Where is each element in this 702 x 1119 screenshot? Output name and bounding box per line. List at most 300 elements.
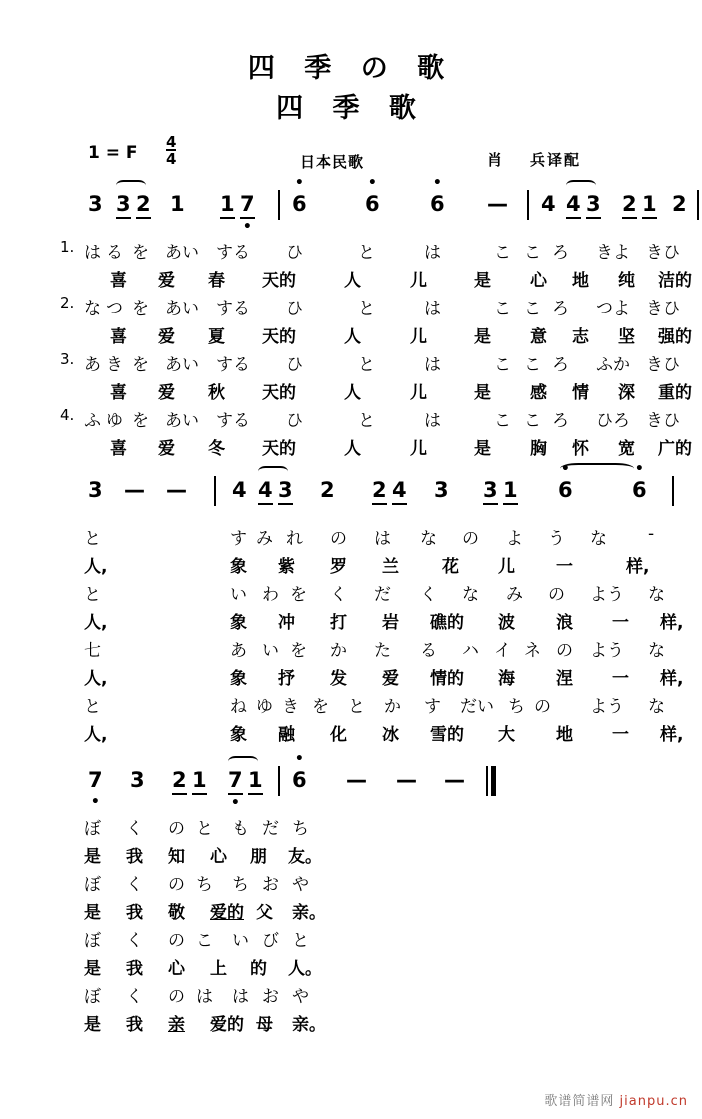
lyric-cell: の [330, 529, 347, 549]
note: 1 [192, 768, 207, 795]
lyric-cell: 上 [210, 959, 227, 979]
lyric-line [0, 954, 702, 982]
lyric-cell: は [84, 243, 101, 263]
barline [527, 190, 529, 220]
lyric-cell: 发 [330, 669, 347, 689]
lyric-cell: な [648, 585, 665, 605]
lyric-cell: は [424, 355, 441, 375]
lyric-cell: 人 [344, 383, 361, 403]
lyric-cell: きひ [646, 243, 680, 263]
lyric-line [0, 266, 702, 294]
lyric-line [0, 434, 702, 462]
lyric-line [0, 552, 702, 580]
note: — [444, 768, 465, 792]
lyric-cell: 儿 [410, 439, 427, 459]
lyric-cell: は [424, 411, 441, 431]
lyric-line [0, 692, 702, 720]
lyric-cell: の [462, 529, 479, 549]
note: 1 [220, 192, 235, 219]
lyric-cell: た [374, 641, 391, 661]
lyric-line [0, 636, 702, 664]
lyric-cell: 人。 [288, 959, 322, 979]
lyric-cell: 强的 [658, 327, 692, 347]
note: — [124, 478, 145, 502]
lyric-cell: 爱的 [210, 903, 244, 923]
lyric-cell: こ [494, 299, 511, 319]
lyric-line [0, 898, 702, 926]
lyric-cell: ふ [84, 411, 101, 431]
lyric-line [0, 870, 702, 898]
lyric-cell: 大 [498, 725, 515, 745]
lyric-cell: 知 [168, 847, 185, 867]
lyric-cell: 人 [344, 327, 361, 347]
lyric-cell: 爱 [158, 383, 175, 403]
lyric-cell: く [126, 819, 143, 839]
lyric-cell: な [648, 641, 665, 661]
lyric-cell: と [84, 585, 101, 605]
lyric-cell: 礁的 [430, 613, 464, 633]
lyric-line [0, 238, 702, 266]
lyric-cell: 是 [474, 439, 491, 459]
lyric-line [0, 982, 702, 1010]
slur-mark [228, 756, 258, 767]
lyric-cell: 天的 [262, 383, 296, 403]
music-system-1 [0, 192, 702, 462]
lyric-cell: 紫 [278, 557, 295, 577]
lyric-cell: は [374, 529, 391, 549]
lyric-cell: 心 [168, 959, 185, 979]
lyric-cell: 象 [230, 725, 247, 745]
note: • 6 [292, 192, 307, 216]
lyric-line [0, 664, 702, 692]
note: 2 [372, 478, 387, 505]
lyric-cell: 我 [126, 903, 143, 923]
lyric-cell: や [292, 875, 309, 895]
lyric-cell: の [556, 641, 573, 661]
lyric-cell: お [262, 875, 279, 895]
arranger-role: 兵译配 [530, 151, 582, 169]
lyric-cell: 天的 [262, 327, 296, 347]
lyric-cell: ち [292, 819, 309, 839]
lyric-line [0, 608, 702, 636]
lyric-cell: ち [508, 697, 525, 717]
lyric-cell: 我 [126, 959, 143, 979]
notation-row-1 [0, 192, 702, 232]
note: 3 [586, 192, 601, 219]
lyric-cell: だ [374, 585, 391, 605]
lyric-cell: と [358, 355, 375, 375]
lyric-cell: ね [230, 697, 247, 717]
lyric-cell: 爱 [158, 271, 175, 291]
lyric-cell: く [330, 585, 347, 605]
lyric-cell: きひ [646, 299, 680, 319]
lyric-cell: 重的 [658, 383, 692, 403]
watermark-text: 歌谱简谱网 [544, 1094, 615, 1109]
lyric-cell: を [132, 355, 149, 375]
lyric-line [0, 926, 702, 954]
lyric-cell: を [290, 641, 307, 661]
lyric-cell: 冲 [278, 613, 295, 633]
lyric-cell: 我 [126, 1015, 143, 1035]
lyric-cell: 是 [84, 1015, 101, 1035]
lyric-cell: か [384, 697, 401, 717]
lyric-cell: の [168, 987, 185, 1007]
lyric-cell: の [168, 819, 185, 839]
note: • 6 [430, 192, 445, 216]
lyric-cell: 母 [256, 1015, 273, 1035]
lyric-cell: と [292, 931, 309, 951]
lyric-cell: を [132, 299, 149, 319]
note: 3 [130, 768, 145, 792]
barline [214, 476, 216, 506]
lyric-cell: こ [494, 355, 511, 375]
note: 7 • [240, 192, 255, 219]
lyric-cell: 心 [210, 847, 227, 867]
lyric-cell: よう [590, 585, 624, 605]
lyric-cell: あい [165, 411, 199, 431]
lyric-cell: 是 [84, 847, 101, 867]
lyric-cell: 纯 [618, 271, 635, 291]
slur-mark [560, 463, 634, 474]
lyric-cell: 冬 [208, 439, 225, 459]
lyric-cell: 样, [660, 725, 684, 745]
note: • 6 [365, 192, 380, 216]
lyric-cell: 是 [474, 327, 491, 347]
lyric-cell: な [84, 299, 101, 319]
lyric-cell: も [232, 819, 249, 839]
lyric-cell: の [168, 875, 185, 895]
lyric-cell: する [216, 243, 250, 263]
lyric-cell: 象 [230, 557, 247, 577]
lyric-cell: だ [262, 819, 279, 839]
lyric-cell: み [256, 529, 273, 549]
lyric-cell: あい [165, 299, 199, 319]
lyric-cell: 友。 [288, 847, 322, 867]
lyric-cell: 一 [556, 557, 573, 577]
lyric-cell: ぼ [84, 819, 101, 839]
lyric-cell: ひ [286, 243, 303, 263]
lyric-cell: は [196, 987, 213, 1007]
lyric-cell: れ [286, 529, 303, 549]
lyric-cell: と [348, 697, 365, 717]
lyric-cell: ぼ [84, 875, 101, 895]
lyric-cell: 亲 [168, 1015, 185, 1035]
lyric-line [0, 294, 702, 322]
lyric-cell: 七 [84, 641, 101, 661]
barline [278, 766, 280, 796]
lyric-cell: や [292, 987, 309, 1007]
lyric-cell: きひ [646, 355, 680, 375]
lyric-cell: 抒 [278, 669, 295, 689]
lyric-cell: - [648, 524, 655, 544]
lyric-cell: 亲。 [292, 1015, 326, 1035]
lyric-cell: 罗 [330, 557, 347, 577]
lyric-cell: 朋 [250, 847, 267, 867]
lyric-cell: な [648, 697, 665, 717]
lyric-cell: 化 [330, 725, 347, 745]
lyric-cell: 地 [572, 271, 589, 291]
lyric-cell: く [126, 875, 143, 895]
lyric-cell: な [462, 585, 479, 605]
lyric-cell: 象 [230, 613, 247, 633]
lyric-cell: ろ [552, 411, 569, 431]
lyric-cell: う [548, 529, 565, 549]
lyric-cell: 意 [530, 327, 547, 347]
lyric-line [0, 720, 702, 748]
lyric-cell: 天的 [262, 271, 296, 291]
lyric-cell: 爱的 [210, 1015, 244, 1035]
lyric-cell: きひ [646, 411, 680, 431]
lyric-line [0, 378, 702, 406]
lyric-cell: つ [106, 299, 123, 319]
lyric-cell: こ [524, 411, 541, 431]
lyric-cell: 感 [530, 383, 547, 403]
lyric-cell: 人, [84, 613, 108, 633]
lyric-cell: 天的 [262, 439, 296, 459]
lyric-cell: あ [84, 355, 101, 375]
lyric-cell: の [548, 585, 565, 605]
lyric-cell: を [132, 411, 149, 431]
lyric-cell: 样, [660, 613, 684, 633]
lyric-cell: 喜 [110, 439, 127, 459]
title-japanese: 四 季 の 歌 [247, 53, 455, 84]
lyric-cell: 融 [278, 725, 295, 745]
lyric-line [0, 580, 702, 608]
note: — [487, 192, 508, 216]
lyric-cell: 人, [84, 669, 108, 689]
lyric-cell: 儿 [410, 271, 427, 291]
lyric-cell: ろ [552, 299, 569, 319]
note: • 6 [632, 478, 647, 502]
lyric-cell: と [196, 819, 213, 839]
lyric-cell: よう [590, 697, 624, 717]
lyric-cell: こ [494, 243, 511, 263]
lyric-cell: 一 [612, 725, 629, 745]
lyric-cell: つよ [596, 299, 630, 319]
lyric-line [0, 406, 702, 434]
lyric-cell: を [132, 243, 149, 263]
lyric-cell: い [232, 931, 249, 951]
lyric-cell: 是 [84, 959, 101, 979]
lyric-cell: 象 [230, 669, 247, 689]
note: 3 [88, 192, 103, 216]
lyric-cell: す [230, 529, 247, 549]
lyric-cell: 是 [474, 383, 491, 403]
lyric-line [0, 524, 702, 552]
verse-number: 2. [60, 294, 75, 312]
lyric-cell: 打 [330, 613, 347, 633]
barline [278, 190, 280, 220]
lyric-cell: 亲。 [292, 903, 326, 923]
note: 3 [278, 478, 293, 505]
lyric-cell: 秋 [208, 383, 225, 403]
slur-mark [258, 466, 288, 477]
lyric-cell: と [84, 697, 101, 717]
lyric-cell: ゆ [106, 411, 123, 431]
note: 1 [248, 768, 263, 795]
lyric-cell: ひ [286, 355, 303, 375]
note: 7 • [228, 768, 243, 795]
lyric-cell: る [420, 641, 437, 661]
lyric-cell: 儿 [410, 383, 427, 403]
lyric-line [0, 322, 702, 350]
lyric-cell: ひ [286, 299, 303, 319]
lyric-cell: 海 [498, 669, 515, 689]
lyric-cell: ち [232, 875, 249, 895]
lyric-cell: 志 [572, 327, 589, 347]
lyric-cell: 雪的 [430, 725, 464, 745]
note: 1 [170, 192, 185, 216]
slur-mark [566, 180, 596, 191]
note: 2 [136, 192, 151, 219]
lyric-cell: き [106, 355, 123, 375]
lyric-cell: の [168, 931, 185, 951]
music-system-2 [0, 478, 702, 748]
lyric-cell: こ [196, 931, 213, 951]
lyric-cell: 夏 [208, 327, 225, 347]
lyric-cell: は [424, 299, 441, 319]
note: — [346, 768, 367, 792]
lyric-cell: 花 [442, 557, 459, 577]
note: 7 • [88, 768, 103, 792]
slur-mark [116, 180, 146, 191]
lyric-cell: 冰 [382, 725, 399, 745]
lyric-cell: ネ [524, 641, 541, 661]
lyric-cell: する [216, 299, 250, 319]
note: — [396, 768, 417, 792]
note: 4 [541, 192, 556, 216]
note: 2 [672, 192, 687, 216]
lyric-cell: こ [494, 411, 511, 431]
lyric-cell: か [330, 641, 347, 661]
lyric-line [0, 814, 702, 842]
lyric-cell: 春 [208, 271, 225, 291]
lyric-cell: きよ [596, 243, 630, 263]
verse-number: 4. [60, 406, 75, 424]
lyric-cell: 情的 [430, 669, 464, 689]
lyric-cell: の [534, 697, 551, 717]
lyric-cell: 宽 [618, 439, 635, 459]
lyric-cell: を [290, 585, 307, 605]
lyric-cell: お [262, 987, 279, 1007]
lyric-cell: 喜 [110, 271, 127, 291]
lyric-cell: 涅 [556, 669, 573, 689]
lyric-cell: 胸 [530, 439, 547, 459]
barline [697, 190, 699, 220]
arranger-credit [487, 149, 581, 170]
lyric-cell: と [358, 243, 375, 263]
lyric-cell: 心 [530, 271, 547, 291]
lyric-cell: 爱 [158, 327, 175, 347]
lyric-cell: ひ [286, 411, 303, 431]
note: 3 [88, 478, 103, 502]
lyric-cell: と [84, 529, 101, 549]
lyric-cell: と [358, 299, 375, 319]
barline [672, 476, 674, 506]
lyric-cell: い [262, 641, 279, 661]
lyric-cell: を [312, 697, 329, 717]
lyric-cell: ひろ [596, 411, 630, 431]
lyric-cell: 深 [618, 383, 635, 403]
lyric-cell: 怀 [572, 439, 589, 459]
lyric-cell: 一 [612, 613, 629, 633]
note: 2 [172, 768, 187, 795]
lyric-cell: く [126, 987, 143, 1007]
lyric-cell: 的 [250, 959, 267, 979]
title-block [0, 52, 702, 126]
lyric-cell: 兰 [382, 557, 399, 577]
note: 4 [232, 478, 247, 502]
lyric-cell: あい [165, 243, 199, 263]
watermark-url: jianpu.cn [619, 1094, 688, 1109]
note: • 6 [558, 478, 573, 502]
lyric-cell: 爱 [158, 439, 175, 459]
lyric-cell: 地 [556, 725, 573, 745]
note: 1 [642, 192, 657, 219]
lyric-cell: 是 [474, 271, 491, 291]
lyric-cell: ろ [552, 355, 569, 375]
lyric-cell: く [126, 931, 143, 951]
lyric-cell: 敬 [168, 903, 185, 923]
lyric-cell: 我 [126, 847, 143, 867]
lyric-cell: 爱 [382, 669, 399, 689]
lyric-cell: 情 [572, 383, 589, 403]
site-watermark [544, 1090, 688, 1109]
lyric-cell: ふか [596, 355, 630, 375]
note: 1 [503, 478, 518, 505]
title-chinese: 四 季 歌 [276, 93, 426, 124]
lyric-cell: イ [494, 641, 511, 661]
score-header [0, 133, 702, 177]
lyric-cell: い [230, 585, 247, 605]
notation-row-2 [0, 478, 702, 518]
note: 2 [320, 478, 335, 502]
lyric-cell: 父 [256, 903, 273, 923]
lyric-cell: く [420, 585, 437, 605]
note: 3 [483, 478, 498, 505]
lyric-cell: する [216, 411, 250, 431]
lyric-cell: 是 [84, 903, 101, 923]
lyric-cell: ゆ [256, 697, 273, 717]
lyric-cell: 喜 [110, 327, 127, 347]
lyric-cell: み [506, 585, 523, 605]
lyric-cell: な [590, 529, 607, 549]
lyric-cell: 坚 [618, 327, 635, 347]
lyric-cell: 波 [498, 613, 515, 633]
lyric-cell: こ [524, 243, 541, 263]
lyric-cell: 喜 [110, 383, 127, 403]
lyric-cell: 儿 [410, 327, 427, 347]
lyric-cell: は [232, 987, 249, 1007]
lyric-cell: る [106, 243, 123, 263]
note: — [166, 478, 187, 502]
lyric-cell: ろ [552, 243, 569, 263]
lyric-cell: 一 [612, 669, 629, 689]
key-signature: 1 = F [88, 143, 138, 163]
lyric-cell: は [424, 243, 441, 263]
lyric-cell: ち [196, 875, 213, 895]
lyric-cell: な [420, 529, 437, 549]
lyric-cell: よう [590, 641, 624, 661]
lyric-cell: ぼ [84, 931, 101, 951]
lyric-cell: わ [262, 585, 279, 605]
lyric-cell: 人, [84, 725, 108, 745]
lyric-cell: 人 [344, 439, 361, 459]
music-system-3 [0, 768, 702, 1038]
lyric-cell: ぼ [84, 987, 101, 1007]
lyric-cell: だい [460, 697, 494, 717]
note: 3 [434, 478, 449, 502]
